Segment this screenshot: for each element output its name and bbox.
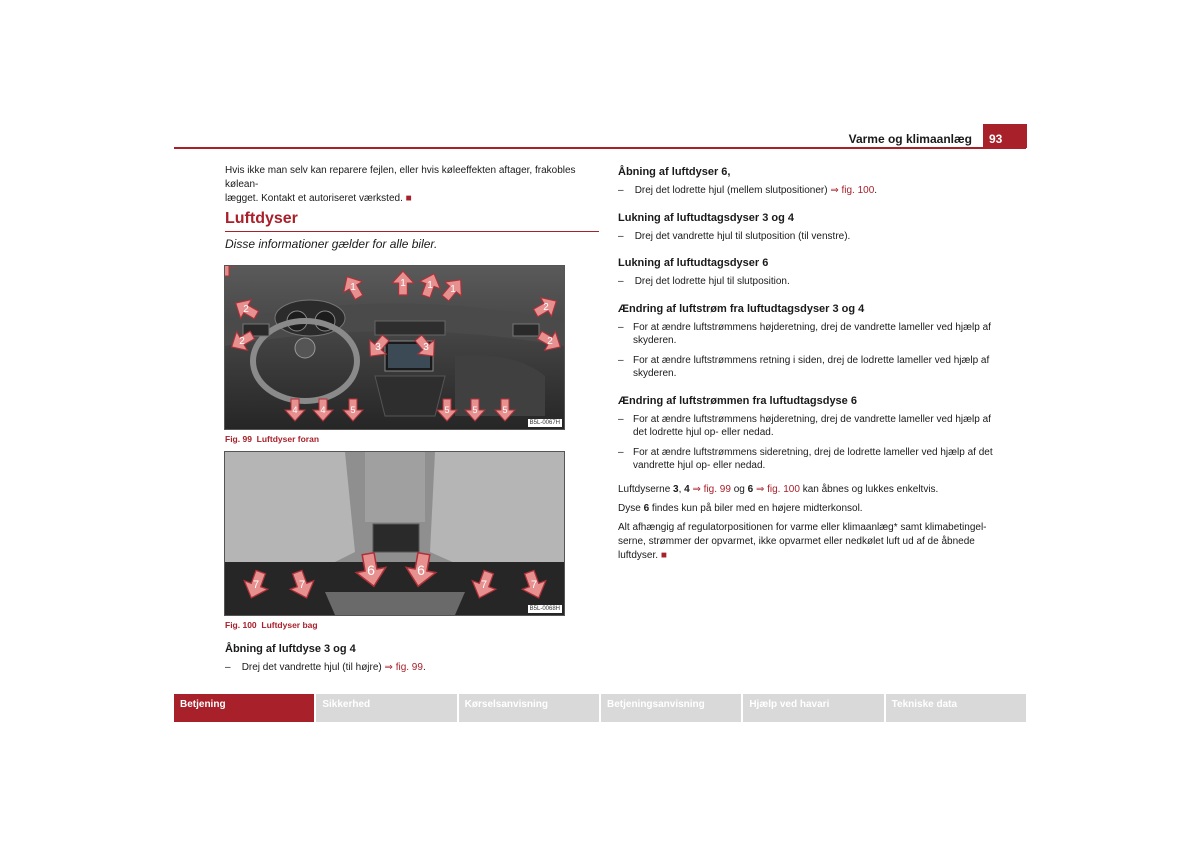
figure-front-vents [224,265,565,430]
fig-100-link[interactable]: ⇒ fig. 100 [755,483,800,495]
vent-number: 4 [292,405,298,415]
vent-number: 1 [350,281,356,293]
right-column [618,165,994,563]
vent-number: 2 [239,335,245,347]
bullet-text: For at ændre luftstrømmens sideretning, drej de lodrette lameller ved hjælp af det vandrette hjul op- eller nedad. [633,446,993,471]
figure-100-caption [225,620,318,630]
tab-tekniske-data[interactable]: Tekniske data [886,694,1026,722]
bullet-change-34-b [618,354,994,381]
bullet-text: For at ændre luftstrømmens retning i siden, drej de lodrette lameller ved hjælp af skyderen. [633,354,990,379]
num-6: 6 [643,502,650,514]
text: Alt afhængig af regulatorpositionen for varme eller klimaanlæg* samt klimabetingel-serne, strømmer der opvarmet, ikke opvarmet eller nedkølet luft ud af de åbnede luftdyser. [618,521,987,561]
rear-vent-arrows [225,452,564,615]
vent-arrow-5 [341,398,365,422]
vent-arrow-5 [493,398,517,422]
fig-100-link[interactable]: ⇒ fig. 100 [830,185,875,196]
bullet-text: Drej det lodrette hjul (mellem slutpositioner) [634,185,828,196]
paragraph-vent-6 [618,502,994,516]
bullet-close-6: – Drej det lodrette hjul til slutposition. [618,276,790,287]
figure-code: B5L-0068H [529,606,560,612]
tab-hjaelp-ved-havari[interactable]: Hjælp ved havari [743,694,883,722]
bullet-change-6-a [618,413,994,440]
vent-number: 5 [472,405,478,415]
bullet-text: Drej det vandrette hjul til slutposition (til venstre). [634,230,851,242]
vent-number: 3 [375,341,381,353]
vent-arrow-4 [283,398,307,422]
bullet-change-34-a [618,321,994,348]
dash: – [618,354,624,366]
intro-paragraph [225,164,605,206]
intro-line-2 [225,192,605,206]
num-4: 4 [684,483,690,495]
vent-number: 3 [423,341,429,353]
heading-change-34: Ændring af luftstrøm fra luftudtagsdyser 3 og 4 [618,302,865,315]
vent-number: 5 [444,405,450,415]
text: Luftdyserne [618,483,671,495]
vent-number: 1 [450,283,456,295]
vent-number: 7 [252,579,260,591]
page-number: 93 [983,124,1027,148]
vent-arrow-3 [360,329,397,366]
bullet-text: For at ændre luftstrømmens højderetning, drej de vandrette lameller ved hjælp af det lodrette hjul op- eller nedad. [633,413,991,438]
vent-number: 2 [543,301,549,313]
tab-korselsanvisning[interactable]: Kørselsanvisning [459,694,599,722]
vent-arrow-5 [435,398,459,422]
figure-rear-vents [224,451,565,616]
heading-open-34: Åbning af luftdyse 3 og 4 [225,643,356,655]
vent-arrow-1 [335,269,371,305]
bullet-text: Drej det vandrette hjul (til højre) [241,662,382,673]
text: findes kun på biler med en højere midterkonsol. [651,502,863,514]
num-6: 6 [747,483,754,495]
chapter-tabs [174,694,1026,722]
intro-line-2-text: lægget. Kontakt et autoriseret værksted. [225,193,403,204]
vent-number: 2 [243,303,249,315]
vent-arrow-6 [400,549,442,591]
vent-arrow-3 [408,329,445,366]
bullet-text: For at ændre luftstrømmens højderetning, drej de vandrette lameller ved hjælp af skyderen. [633,321,991,346]
front-vent-arrows [225,266,564,429]
vent-number: 1 [427,279,433,291]
fig-99-link[interactable]: ⇒ fig. 99 [692,483,731,495]
tab-sikkerhed[interactable]: Sikkerhed [316,694,456,722]
vent-number: 7 [298,579,306,591]
heading-open-6: Åbning af luftdyser 6, [618,166,731,178]
bullet-close-34: – Drej det vandrette hjul til slutposition (til venstre). [618,230,851,242]
tab-betjeningsanvisning[interactable]: Betjeningsanvisning [601,694,741,722]
tab-betjening[interactable]: Betjening [174,694,314,722]
heading-close-34: Lukning af luftudtagsdyser 3 og 4 [618,211,795,224]
section-title: Luftdyser [225,210,298,227]
vent-arrow-2 [532,323,565,359]
paragraph-regulator [618,521,994,563]
fig-99-text: Luftdyser foran [256,434,320,444]
vent-arrow-4 [311,398,335,422]
bullet-change-6-b [618,446,994,473]
vent-arrow-2 [224,323,260,359]
vent-number: 7 [480,579,488,591]
vent-number: 5 [502,405,508,415]
vent-arrow-5 [463,398,487,422]
text: Dyse [618,502,641,514]
vent-number: 7 [530,579,538,591]
figure-99-caption [225,434,319,444]
heading-change-6: Ændring af luftstrømmen fra luftudtagsdyse 6 [618,394,857,407]
vent-arrow-2 [228,291,264,327]
fig-100-text: Luftdyser bag [261,620,318,630]
vent-arrow-2 [528,289,564,325]
paragraph-vents-34-6: Luftdyserne 3, 4 ⇒ fig. 99 og 6 ⇒ fig. 100 kan åbnes og lukkes enkeltvis. [618,483,939,495]
running-header-title: Varme og klimaanlæg [848,132,972,146]
section-subtitle: Disse informationer gælder for alle biler. [225,237,438,251]
header-rule [174,147,1026,149]
vent-number: 6 [367,562,375,578]
vent-number: 6 [417,562,425,578]
vent-number: 1 [400,277,406,289]
vent-arrow-1 [390,270,416,296]
vent-arrow-7 [515,566,553,604]
intro-line-1: Hvis ikke man selv kan reparere fejlen, eller hvis køleeffekten aftager, frakobles kølean- [225,165,576,190]
bullet-open-6: – Drej det lodrette hjul (mellem slutpositioner) ⇒ fig. 100. [618,185,878,196]
vent-arrow-1 [435,271,472,308]
end-mark-icon: ■ [660,549,667,561]
figure-code: B5L-0067H [529,420,560,426]
fig-100-number: Fig. 100 [225,620,257,630]
vent-arrow-7 [283,566,321,604]
vent-number: 5 [350,405,356,415]
vent-arrow-7 [237,566,275,604]
vent-number: 2 [547,335,553,347]
num-3: 3 [673,483,679,495]
bullet-open-34: – Drej det vandrette hjul (til højre) ⇒ fig. 99. [225,662,426,673]
dash: – [618,413,624,425]
fig-99-number: Fig. 99 [225,434,252,444]
dash: – [618,321,624,333]
fig-99-link[interactable]: ⇒ fig. 99 [384,662,423,673]
vent-arrow-7 [465,566,503,604]
text: og [733,483,745,495]
section-rule [225,231,599,232]
end-mark-icon: ■ [405,193,412,204]
bullet-text: Drej det lodrette hjul til slutposition. [634,276,790,287]
heading-close-6: Lukning af luftudtagsdyser 6 [618,257,769,269]
text: kan åbnes og lukkes enkeltvis. [802,483,939,495]
vent-arrow-6 [350,549,392,591]
vent-number: 4 [320,405,326,415]
dash: – [618,446,624,458]
